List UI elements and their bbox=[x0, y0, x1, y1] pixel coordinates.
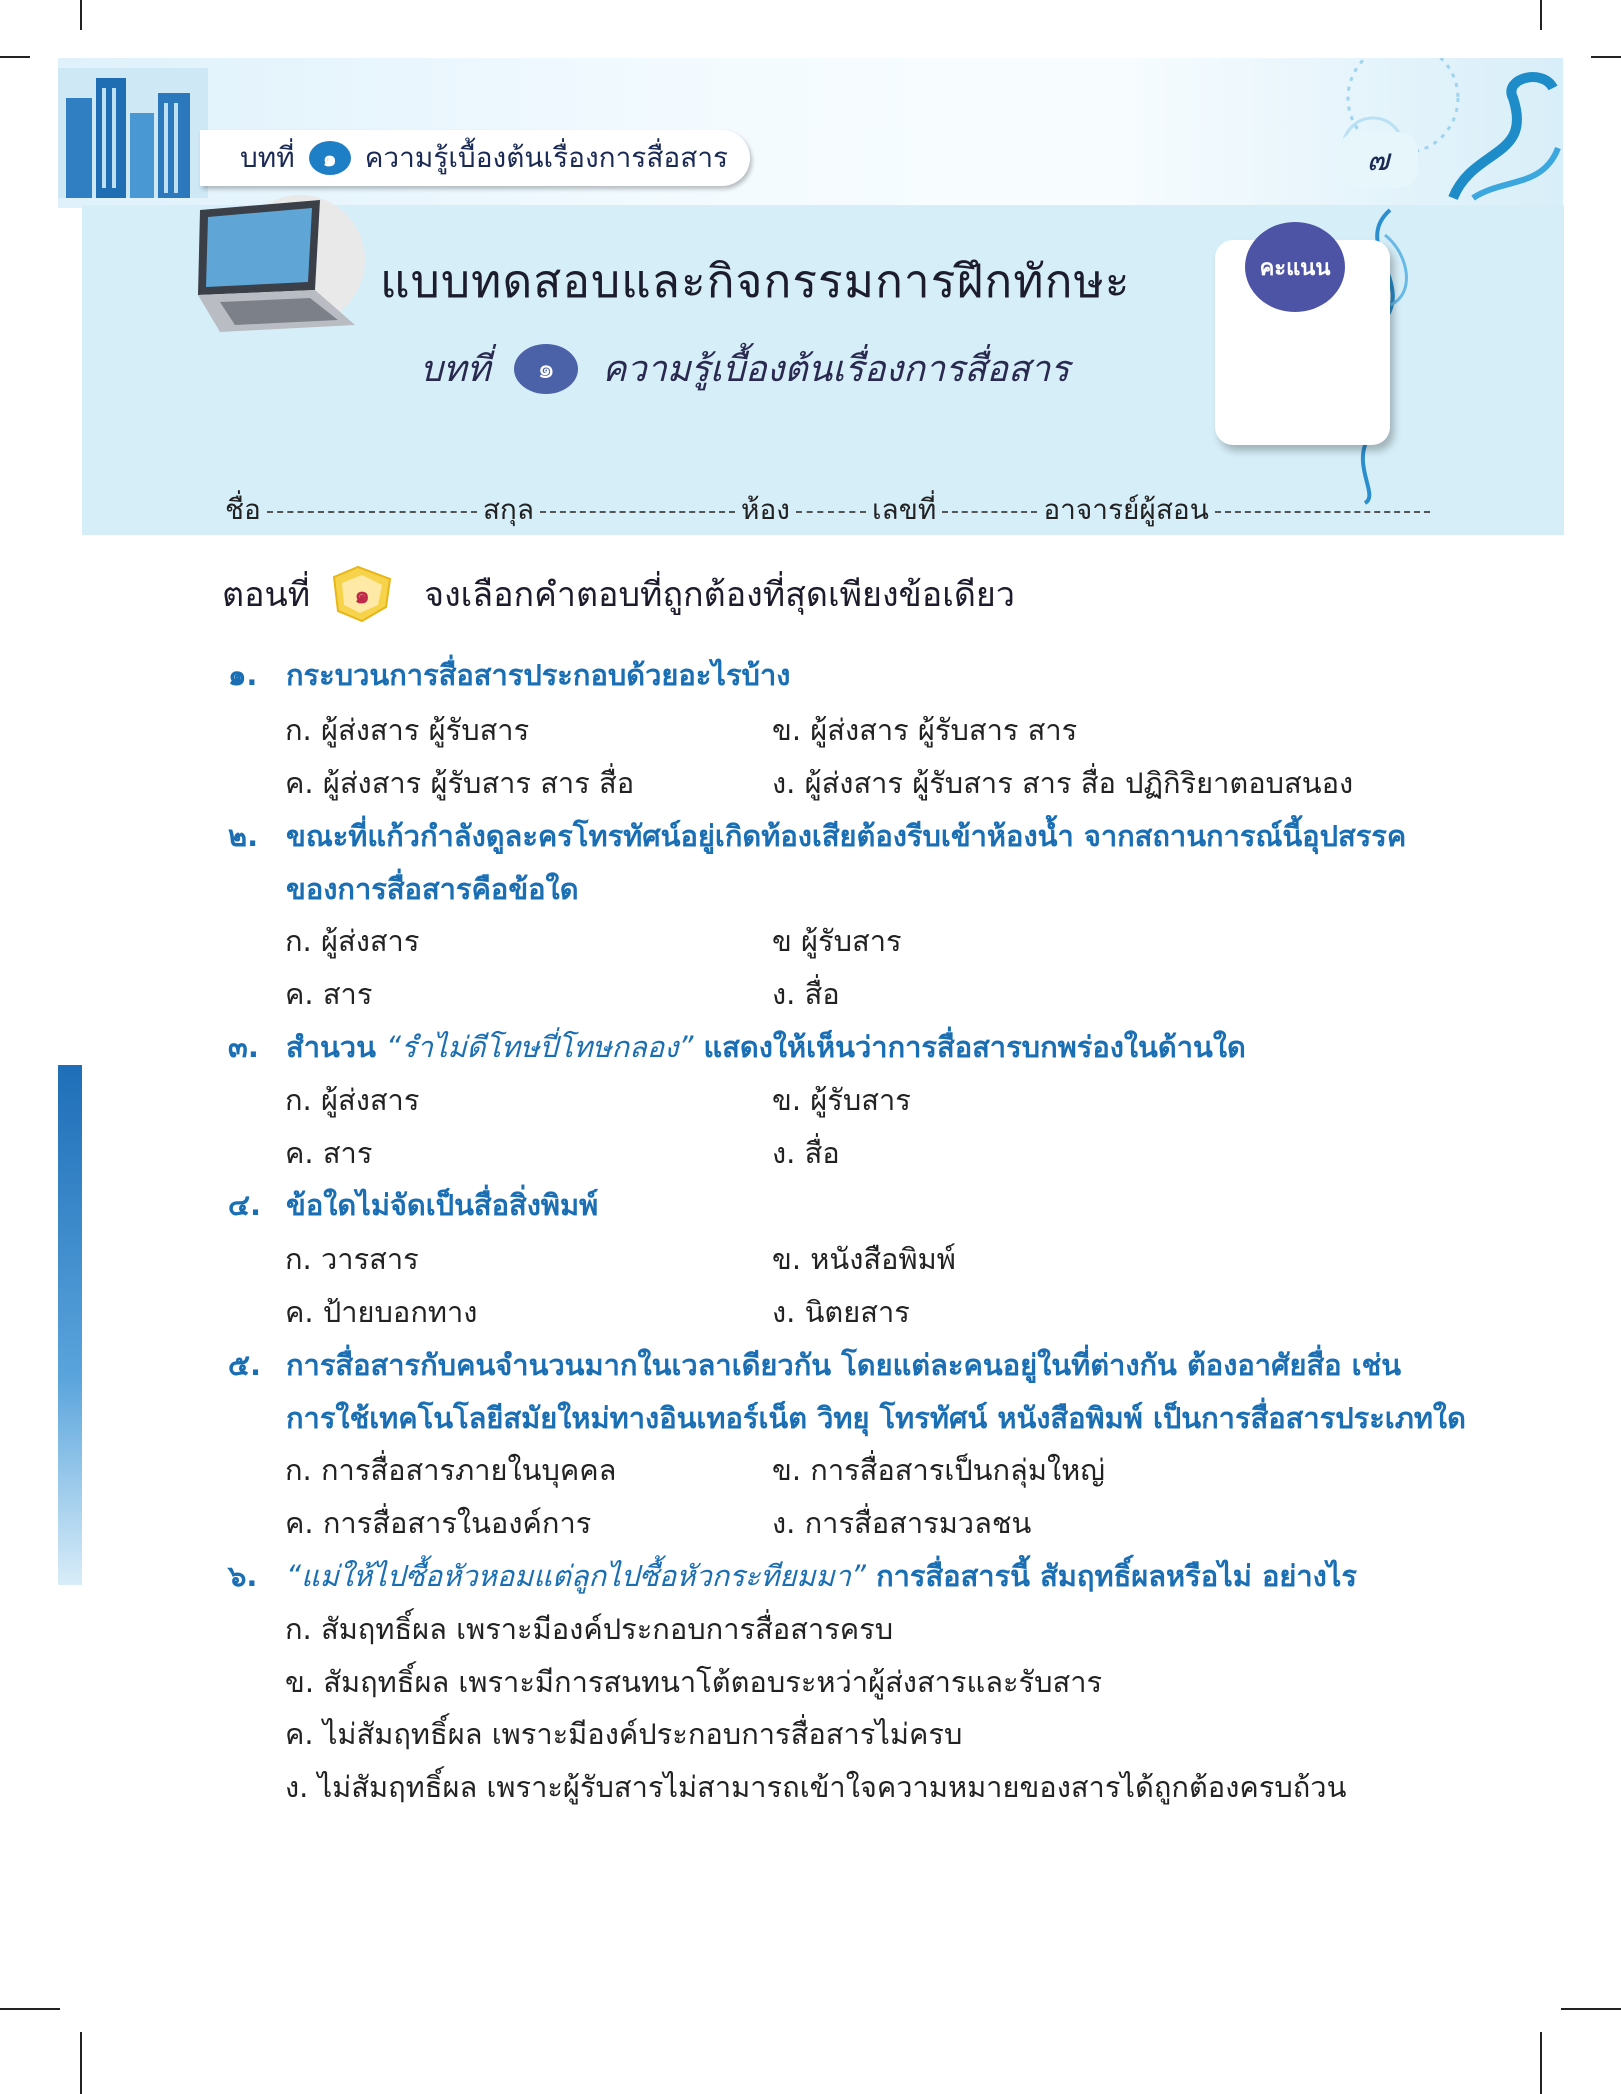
surname-field[interactable] bbox=[540, 511, 735, 513]
crop-mark bbox=[0, 56, 30, 58]
answer-option[interactable]: ข. หนังสือพิมพ์ bbox=[772, 1242, 956, 1276]
ornament-icon bbox=[1303, 58, 1563, 208]
question-quote: “แม่ให้ไปซื้อหัวหอมแต่ลูกไปซื้อหัวกระทียมมา” bbox=[286, 1559, 866, 1593]
answer-option[interactable]: ข. การสื่อสารเป็นกลุ่มใหญ่ bbox=[772, 1453, 1105, 1487]
laptop-icon bbox=[180, 190, 380, 340]
answer-option[interactable]: ก. ผู้ส่งสาร ผู้รับสาร bbox=[285, 713, 530, 747]
number-label: เลขที่ bbox=[871, 493, 937, 526]
question-number: ๕. bbox=[228, 1348, 261, 1382]
question-text: การใช้เทคโนโลยีสมัยใหม่ทางอินเทอร์เน็ต วิทยุ โทรทัศน์ หนังสือพิมพ์ เป็นการสื่อสารประเภทใด bbox=[286, 1401, 1466, 1435]
question bbox=[228, 1342, 1401, 1388]
teacher-field[interactable] bbox=[1215, 511, 1430, 513]
answer-option[interactable]: ง. ผู้ส่งสาร ผู้รับสาร สาร สื่อ ปฏิกิริยาตอบสนอง bbox=[772, 766, 1354, 800]
crop-mark bbox=[1591, 56, 1621, 58]
question-text bbox=[286, 1030, 1246, 1064]
score-badge: คะแนน bbox=[1245, 222, 1345, 312]
question bbox=[228, 1182, 598, 1228]
question-continuation bbox=[228, 866, 579, 912]
answer-option[interactable]: ข. ผู้รับสาร bbox=[772, 1083, 911, 1117]
surname-label: สกุล bbox=[482, 493, 535, 526]
question-number: ๒. bbox=[228, 819, 259, 853]
answer-option[interactable]: ง. นิตยสาร bbox=[772, 1295, 910, 1329]
name-label: ชื่อ bbox=[225, 493, 261, 526]
question-continuation bbox=[228, 1395, 1466, 1441]
subtitle-chapter-title: ความรู้เบื้องต้นเรื่องการสื่อสาร bbox=[602, 349, 1070, 390]
crop-mark bbox=[1561, 2008, 1621, 2010]
question-number: ๓. bbox=[228, 1030, 259, 1064]
question-text: กระบวนการสื่อสารประกอบด้วยอะไรบ้าง bbox=[286, 658, 791, 692]
answer-option[interactable]: ค. ป้ายบอกทาง bbox=[285, 1295, 478, 1329]
section-instruction: จงเลือกคำตอบที่ถูกต้องที่สุดเพียงข้อเดียว bbox=[424, 575, 1015, 615]
question-text bbox=[286, 1559, 1357, 1593]
question bbox=[228, 813, 1406, 859]
question-text: การสื่อสารกับคนจำนวนมากในเวลาเดียวกัน โดยแต่ละคนอยู่ในที่ต่างกัน ต้องอาศัยสื่อ เช่น bbox=[286, 1348, 1402, 1382]
question bbox=[228, 652, 790, 698]
answer-option[interactable]: ง. การสื่อสารมวลชน bbox=[772, 1506, 1032, 1540]
crop-mark bbox=[1540, 2032, 1542, 2094]
section-header bbox=[222, 565, 1015, 623]
number-field[interactable] bbox=[942, 511, 1037, 513]
chapter-title: ความรู้เบื้องต้นเรื่องการสื่อสาร bbox=[364, 141, 729, 174]
answer-option[interactable]: ค. สาร bbox=[285, 1136, 373, 1170]
room-label: ห้อง bbox=[741, 493, 790, 526]
section-label: ตอนที่ bbox=[222, 575, 311, 615]
answer-option[interactable]: ข. สัมฤทธิ์ผล เพราะมีการสนทนาโต้ตอบระหว่าผู้ส่งสารและรับสาร bbox=[285, 1665, 1103, 1699]
left-edge-strip bbox=[58, 1065, 82, 1585]
answer-option[interactable]: ค. การสื่อสารในองค์การ bbox=[285, 1506, 592, 1540]
page-title: แบบทดสอบและกิจกรรมการฝึกทักษะ bbox=[380, 254, 1131, 308]
answer-option[interactable]: ก. ผู้ส่งสาร bbox=[285, 924, 420, 958]
teacher-label: อาจารย์ผู้สอน bbox=[1043, 493, 1209, 526]
section-number-badge bbox=[328, 565, 396, 623]
answer-option[interactable]: ง. สื่อ bbox=[772, 1136, 840, 1170]
answer-option[interactable]: ก. สัมฤทธิ์ผล เพราะมีองค์ประกอบการสื่อสารครบ bbox=[285, 1612, 894, 1646]
chapter-word: บทที่ bbox=[240, 141, 295, 174]
question-text-post: การสื่อสารนี้ สัมฤทธิ์ผลหรือไม่ อย่างไร bbox=[865, 1559, 1357, 1593]
question bbox=[228, 1024, 1246, 1070]
answer-option[interactable]: ข ผู้รับสาร bbox=[772, 924, 902, 958]
question-text: ขณะที่แก้วกำลังดูละครโทรทัศน์อยู่เกิดท้องเสียต้องรีบเข้าห้องน้ำ จากสถานการณ์นี้อุปสรรค bbox=[286, 819, 1407, 853]
answer-option[interactable]: ก. ผู้ส่งสาร bbox=[285, 1083, 420, 1117]
crop-mark bbox=[80, 0, 82, 30]
name-field[interactable] bbox=[267, 511, 477, 513]
subtitle-chapter-word: บทที่ bbox=[420, 349, 491, 390]
answer-option[interactable]: ค. ไม่สัมฤทธิ์ผล เพราะมีองค์ประกอบการสื่อสารไม่ครบ bbox=[285, 1717, 963, 1751]
question-number: ๑. bbox=[228, 658, 258, 692]
student-info-line bbox=[225, 488, 1436, 532]
answer-option[interactable]: ก. การสื่อสารภายในบุคคล bbox=[285, 1453, 617, 1487]
answer-option[interactable]: ค. สาร bbox=[285, 977, 373, 1011]
question-number: ๖. bbox=[228, 1559, 258, 1593]
city-skyline-icon bbox=[58, 58, 208, 198]
question-text: ข้อใดไม่จัดเป็นสื่อสิ่งพิมพ์ bbox=[286, 1188, 599, 1222]
page-number: ๗ bbox=[1338, 132, 1418, 188]
crop-mark bbox=[1540, 0, 1542, 30]
question-text-pre: สำนวน bbox=[286, 1030, 387, 1064]
subtitle bbox=[420, 340, 1070, 397]
room-field[interactable] bbox=[796, 511, 866, 513]
subtitle-number-badge: ๑ bbox=[514, 344, 578, 394]
chapter-number-badge: ๑ bbox=[309, 141, 351, 175]
section-number: ๑ bbox=[354, 580, 370, 609]
crop-mark bbox=[80, 2032, 82, 2094]
question-text-post: แสดงให้เห็นว่าการสื่อสารบกพร่องในด้านใด bbox=[693, 1030, 1246, 1064]
crop-mark bbox=[0, 2008, 60, 2010]
question-quote: “รำไม่ดีโทษปี่โทษกลอง” bbox=[386, 1030, 694, 1064]
answer-option[interactable]: ง. สื่อ bbox=[772, 977, 840, 1011]
answer-option[interactable]: ข. ผู้ส่งสาร ผู้รับสาร สาร bbox=[772, 713, 1078, 747]
chapter-header bbox=[200, 130, 750, 186]
answer-option[interactable]: ก. วารสาร bbox=[285, 1242, 419, 1276]
answer-option[interactable]: ง. ไม่สัมฤทธิ์ผล เพราะผู้รับสารไม่สามารถเข้าใจความหมายของสารได้ถูกต้องครบถ้วน bbox=[285, 1770, 1347, 1804]
question bbox=[228, 1553, 1357, 1599]
question-number: ๔. bbox=[228, 1188, 261, 1222]
question-text: ของการสื่อสารคือข้อใด bbox=[286, 872, 579, 906]
answer-option[interactable]: ค. ผู้ส่งสาร ผู้รับสาร สาร สื่อ bbox=[285, 766, 635, 800]
